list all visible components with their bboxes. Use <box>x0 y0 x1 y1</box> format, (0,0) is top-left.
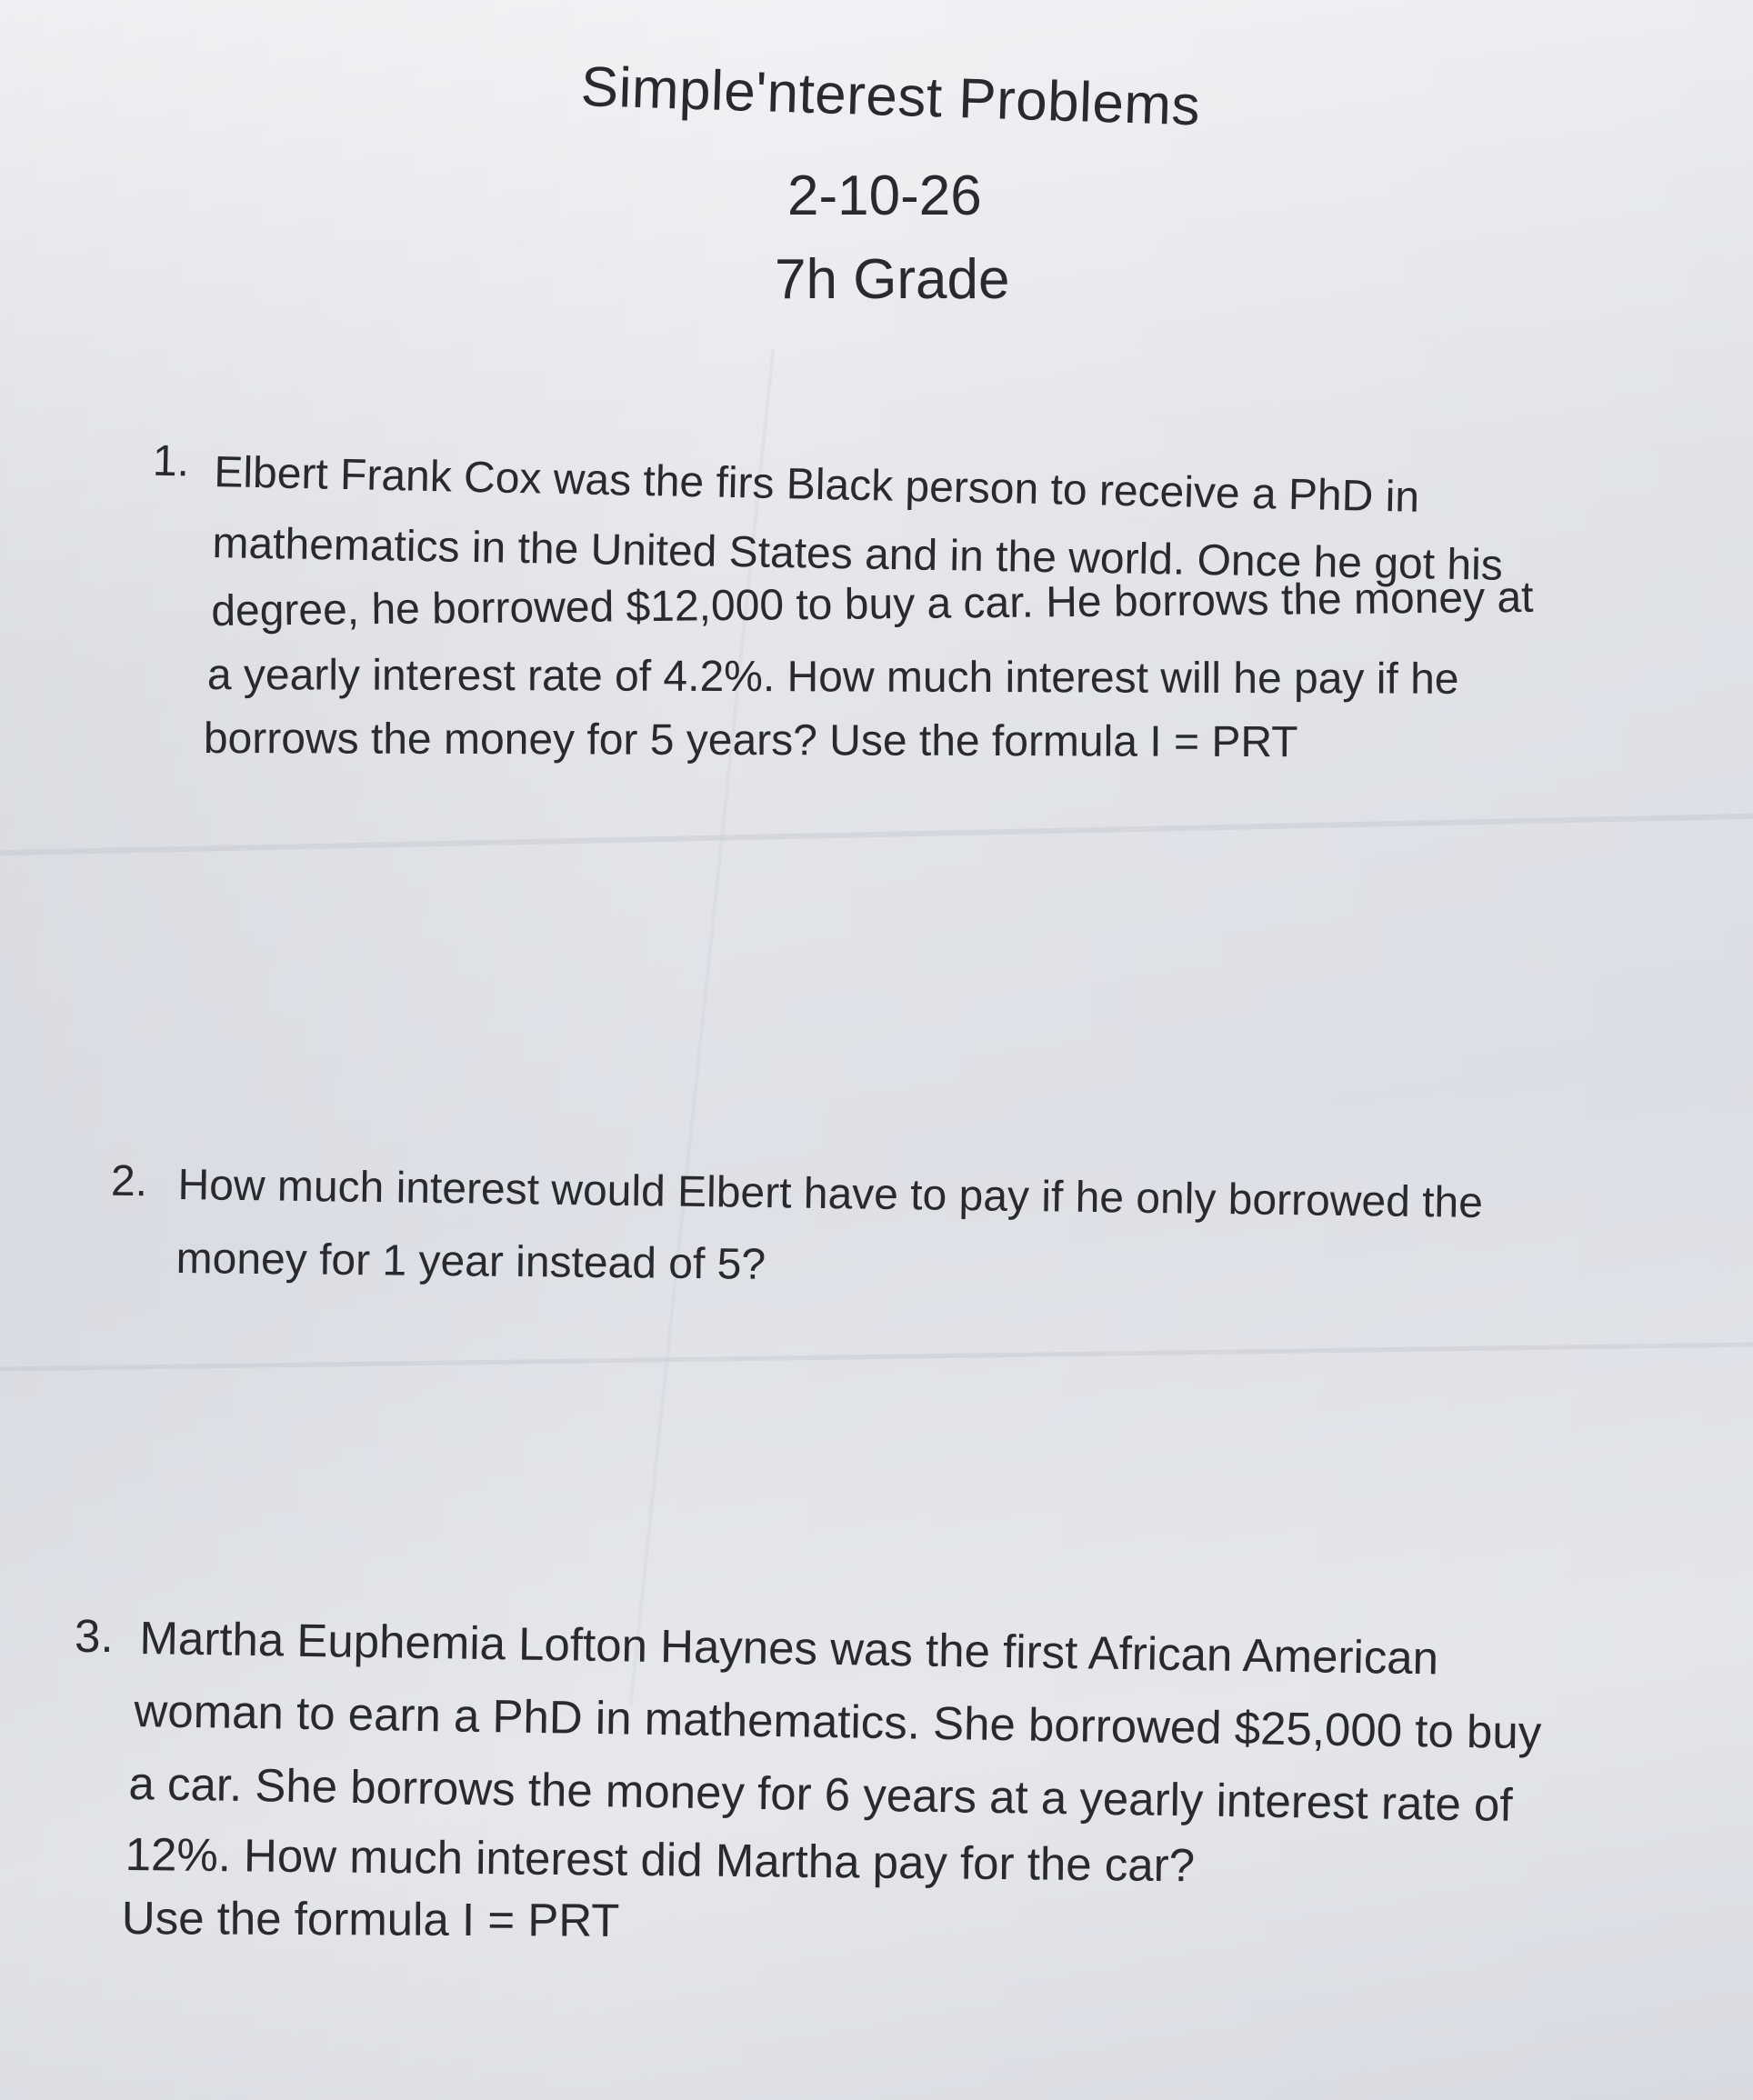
problem-text-line: Use the formula I = PRT <box>121 1892 620 1946</box>
problem-text-line: borrows the money for 5 years? Use the formula I = PRT <box>203 715 1298 767</box>
problem-text-line: money for 1 year instead of 5? <box>175 1235 766 1289</box>
problem-number: 1. <box>152 436 190 486</box>
problem-number: 3. <box>75 1610 114 1662</box>
worksheet-title: Simple'nterest Problems <box>579 55 1202 138</box>
problem-number: 2. <box>110 1156 148 1206</box>
problem-text-line: Elbert Frank Cox was the firs Black person to receive a PhD in <box>213 447 1420 522</box>
problem-text-line: woman to earn a PhD in mathematics. She borrowed $25,000 to buy <box>134 1684 1542 1759</box>
problem-text-line: a car. She borrows the money for 6 years at a yearly interest rate of <box>128 1756 1514 1831</box>
worksheet-date: 2-10-26 <box>787 165 982 227</box>
paper-fold-line <box>0 814 1753 855</box>
paper-fold-line <box>0 1343 1753 1372</box>
problem-text-line: 12%. How much interest did Martha pay for the car? <box>125 1828 1196 1892</box>
problem-text-line: mathematics in the United States and in the world. Once he got his <box>212 518 1504 590</box>
problem-text-line: Martha Euphemia Lofton Haynes was the first African American <box>139 1611 1439 1685</box>
problem-text-line: How much interest would Elbert have to pay if he only borrowed the <box>177 1160 1484 1228</box>
problem-text-line: a yearly interest rate of 4.2%. How much interest will he pay if he <box>206 651 1459 704</box>
problem-text-line: degree, he borrowed $12,000 to buy a car. He borrows the money at <box>211 573 1534 635</box>
worksheet-grade: 7h Grade <box>775 248 1010 311</box>
